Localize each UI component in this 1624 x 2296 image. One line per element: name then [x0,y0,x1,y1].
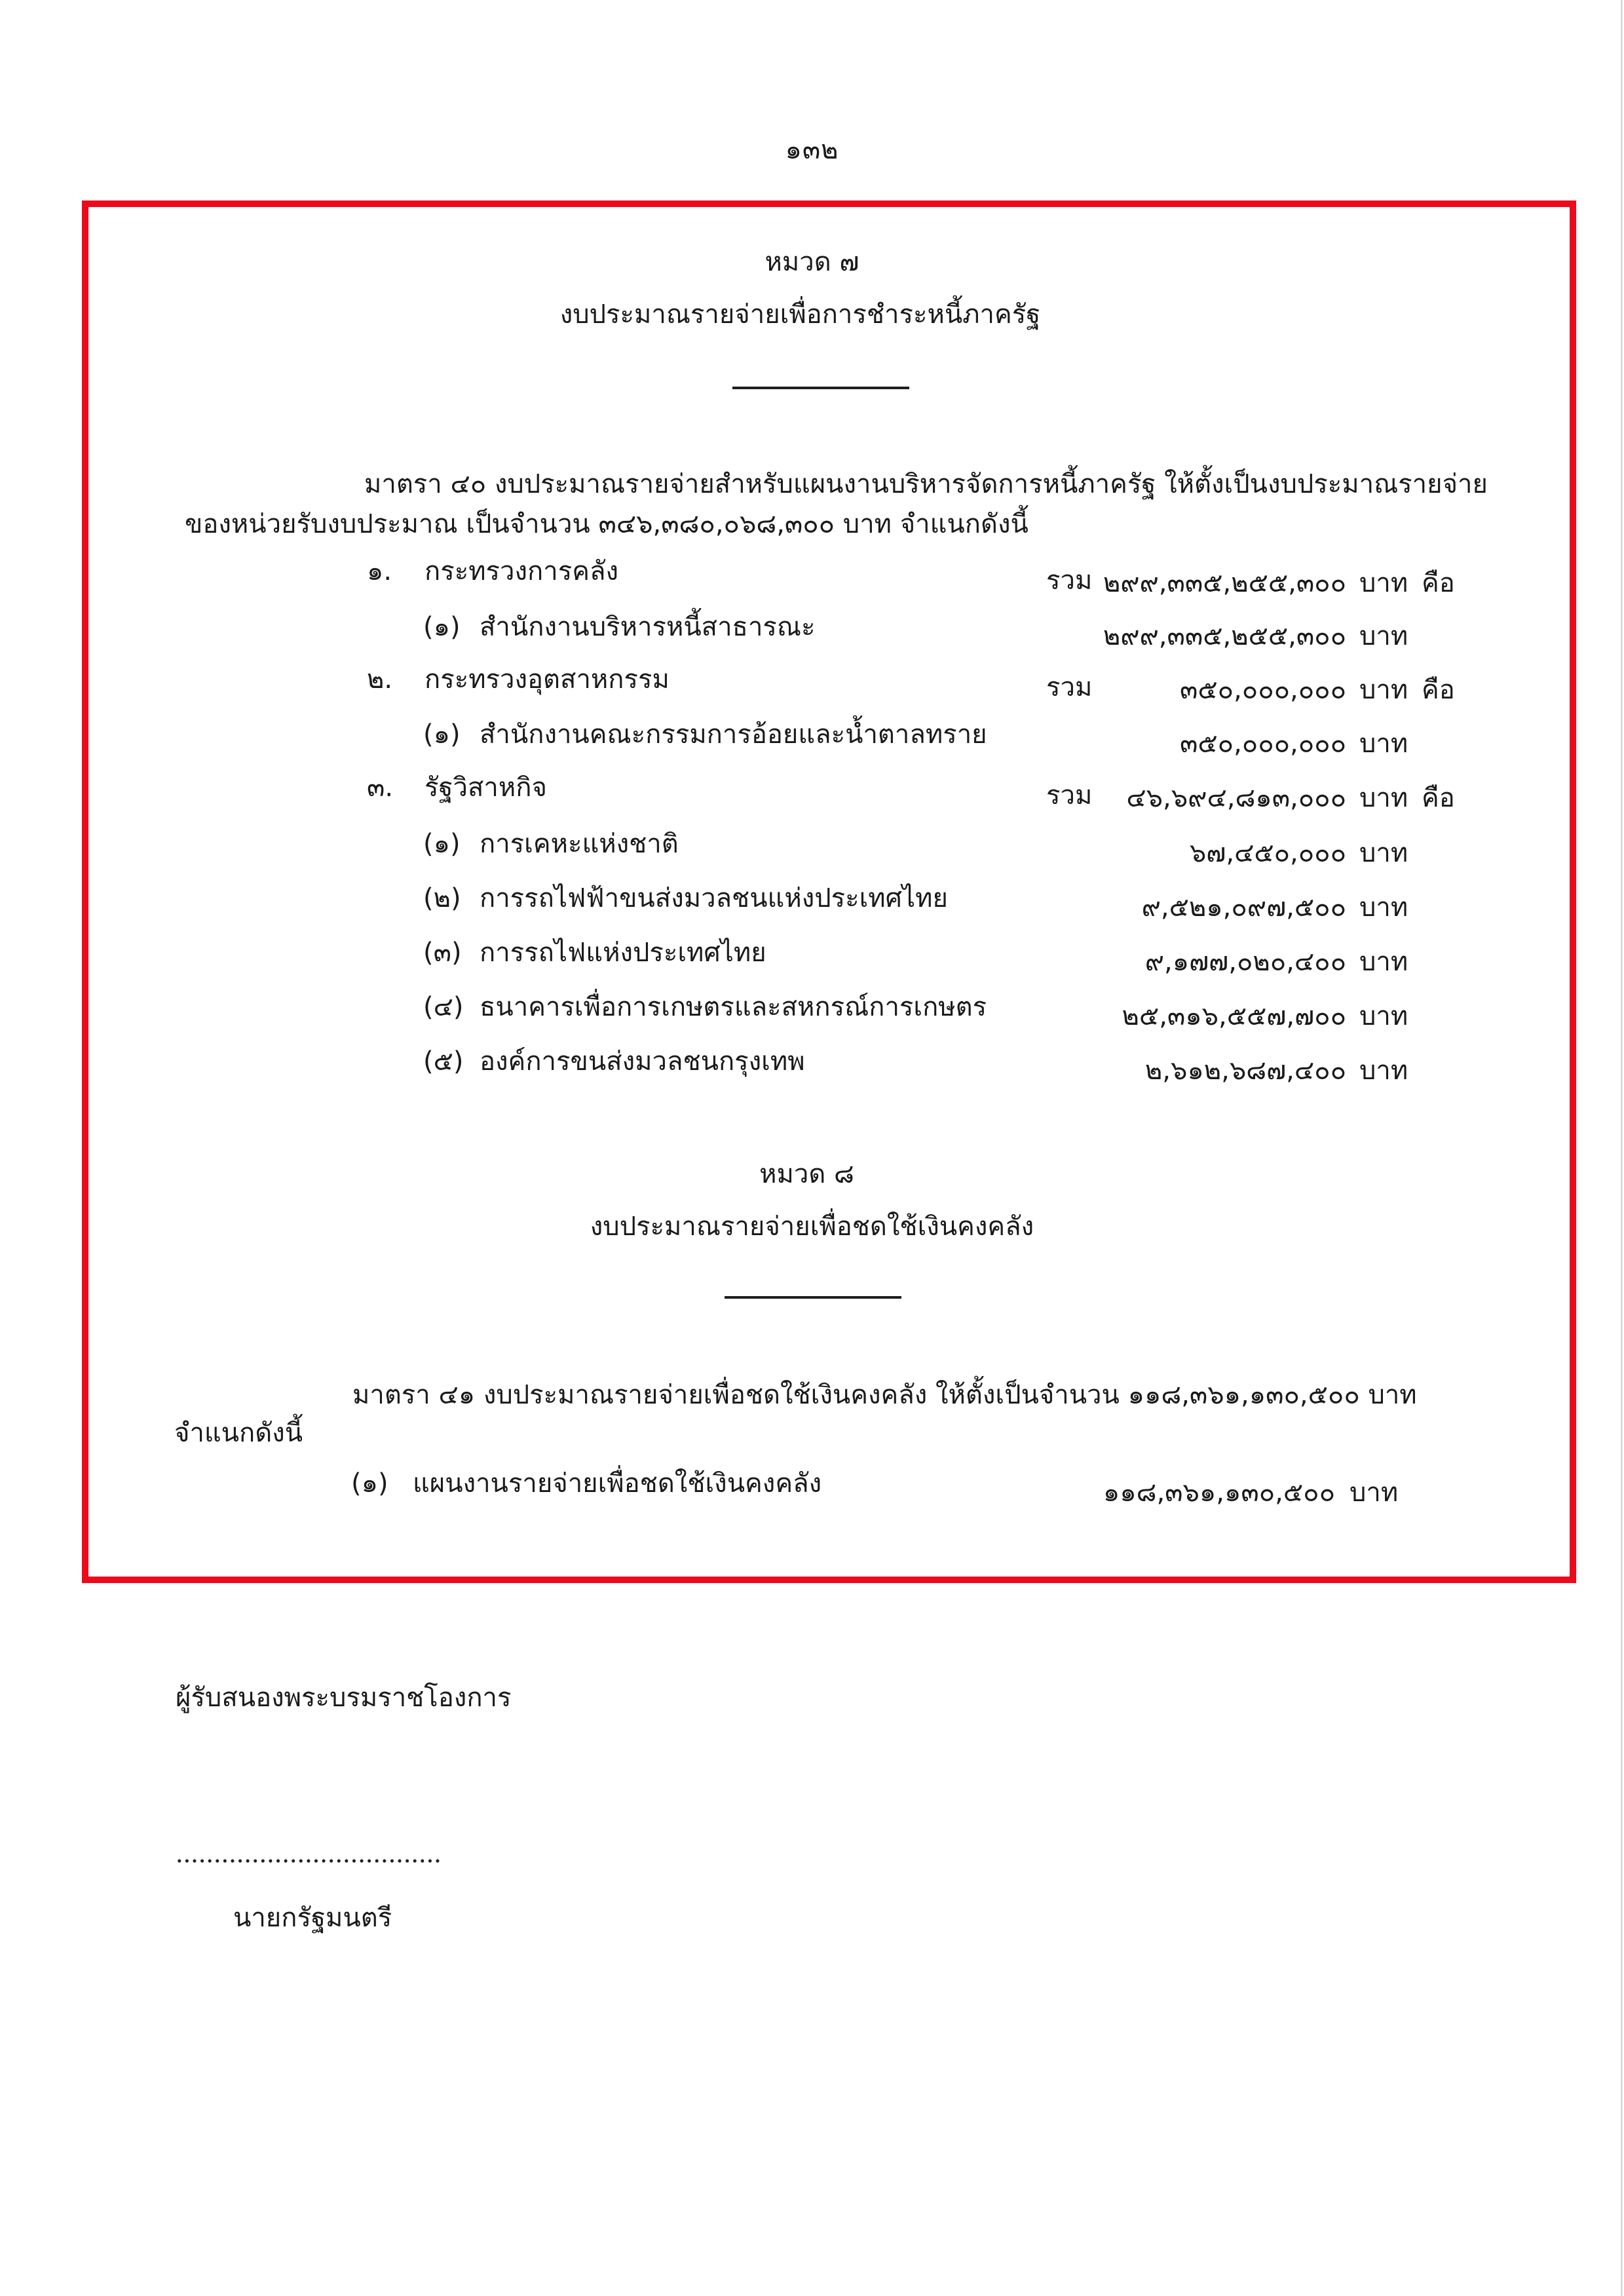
item-unit: บาท [1359,1056,1408,1086]
group-total-amount: ๒๙๙,๓๓๕,๒๕๕,๓๐๐ [1103,568,1346,598]
scan-edge-artifact [1621,0,1623,2296]
section40-lead: มาตรา ๔๐ งบประมาณรายจ่ายสำหรับแผนงานบริหารจัดการหนี้ภาครัฐ ให้ตั้งเป็นงบประมาณรายจ่าย [364,469,1488,499]
group-total-unit: บาท [1359,783,1408,813]
item-name: สำนักงานบริหารหนี้สาธารณะ [480,612,816,642]
item-unit: บาท [1359,729,1408,759]
chapter7-title: งบประมาณรายจ่ายเพื่อการชำระหนี้ภาครัฐ [559,299,1041,330]
item-name: การรถไฟแห่งประเทศไทย [480,938,766,968]
group-total-unit: บาท [1359,568,1408,598]
group-index: ๒. [367,664,393,695]
prime-minister-title: นายกรัฐมนตรี [233,1903,392,1933]
item-name: การเคหะแห่งชาติ [480,829,679,859]
item-index: (๕) [423,1046,464,1077]
section40-continuation: ของหน่วยรับงบประมาณ เป็นจำนวน ๓๔๖,๓๘๐,๐๖๘,๓๐๐ บาท จำแนกดังนี้ [185,509,1029,539]
group-total-label: รวม [1046,672,1093,702]
group-total-suffix: คือ [1422,783,1455,813]
group-name: รัฐวิสาหกิจ [425,773,547,803]
item-amount: ๖๗,๔๕๐,๐๐๐ [1189,838,1346,868]
item-name: การรถไฟฟ้าขนส่งมวลชนแห่งประเทศไทย [480,883,948,913]
group-name: กระทรวงการคลัง [425,556,618,586]
group-name: กระทรวงอุตสาหกรรม [425,664,670,695]
group-index: ๑. [367,556,392,586]
group-total-unit: บาท [1359,675,1408,705]
chapter7-divider [732,387,909,389]
chapter7-heading: หมวด ๗ [765,247,859,277]
signature-line [176,1858,440,1864]
countersign-label: ผู้รับสนองพระบรมราชโองการ [176,1683,512,1713]
item-amount: ๒,๖๑๒,๖๘๗,๔๐๐ [1144,1056,1346,1086]
item-unit: บาท [1359,621,1408,651]
chapter8-title: งบประมาณรายจ่ายเพื่อชดใช้เงินคงคลัง [590,1212,1034,1242]
group-total-label: รวม [1046,565,1093,596]
group-index: ๓. [367,773,394,803]
item-index: (๓) [423,938,462,968]
chapter8-heading: หมวด ๘ [759,1159,854,1189]
item-index: (๑) [423,719,461,750]
item-name: สำนักงานคณะกรรมการอ้อยและน้ำตาลทราย [480,719,987,750]
item-name: องค์การขนส่งมวลชนกรุงเทพ [480,1046,805,1077]
page-number: ๑๓๒ [785,135,839,165]
item-amount: ๒๕,๓๑๖,๕๕๗,๗๐๐ [1122,1001,1346,1031]
item-amount: ๑๑๘,๓๖๑,๑๓๐,๕๐๐ [1103,1478,1335,1508]
group-total-suffix: คือ [1422,675,1455,705]
item-name: ธนาคารเพื่อการเกษตรและสหกรณ์การเกษตร [480,992,987,1022]
item-unit: บาท [1359,838,1408,868]
item-amount: ๒๙๙,๓๓๕,๒๕๕,๓๐๐ [1103,621,1346,651]
chapter8-divider [725,1296,901,1299]
item-name: แผนงานรายจ่ายเพื่อชดใช้เงินคงคลัง [413,1468,822,1499]
item-amount: ๙,๑๗๗,๐๒๐,๔๐๐ [1144,947,1346,977]
section41-lead: มาตรา ๔๑ งบประมาณรายจ่ายเพื่อชดใช้เงินคงคลัง ให้ตั้งเป็นจำนวน ๑๑๘,๓๖๑,๑๓๐,๕๐๐ บาท [352,1380,1417,1410]
item-amount: ๙,๕๒๑,๐๙๗,๕๐๐ [1141,892,1346,923]
group-total-label: รวม [1046,780,1093,811]
group-total-suffix: คือ [1422,568,1455,598]
group-total-amount: ๔๖,๖๙๔,๘๑๓,๐๐๐ [1126,783,1346,813]
item-unit: บาท [1359,947,1408,977]
item-unit: บาท [1359,1001,1408,1031]
item-amount: ๓๕๐,๐๐๐,๐๐๐ [1180,729,1346,759]
item-index: (๑) [423,612,461,642]
item-index: (๑) [423,829,461,859]
item-index: (๑) [351,1468,388,1499]
item-index: (๒) [423,883,461,913]
item-unit: บาท [1350,1478,1399,1508]
item-index: (๔) [423,992,464,1022]
group-total-amount: ๓๕๐,๐๐๐,๐๐๐ [1180,675,1346,705]
section41-continuation: จำแนกดังนี้ [174,1418,303,1448]
item-unit: บาท [1359,892,1408,923]
